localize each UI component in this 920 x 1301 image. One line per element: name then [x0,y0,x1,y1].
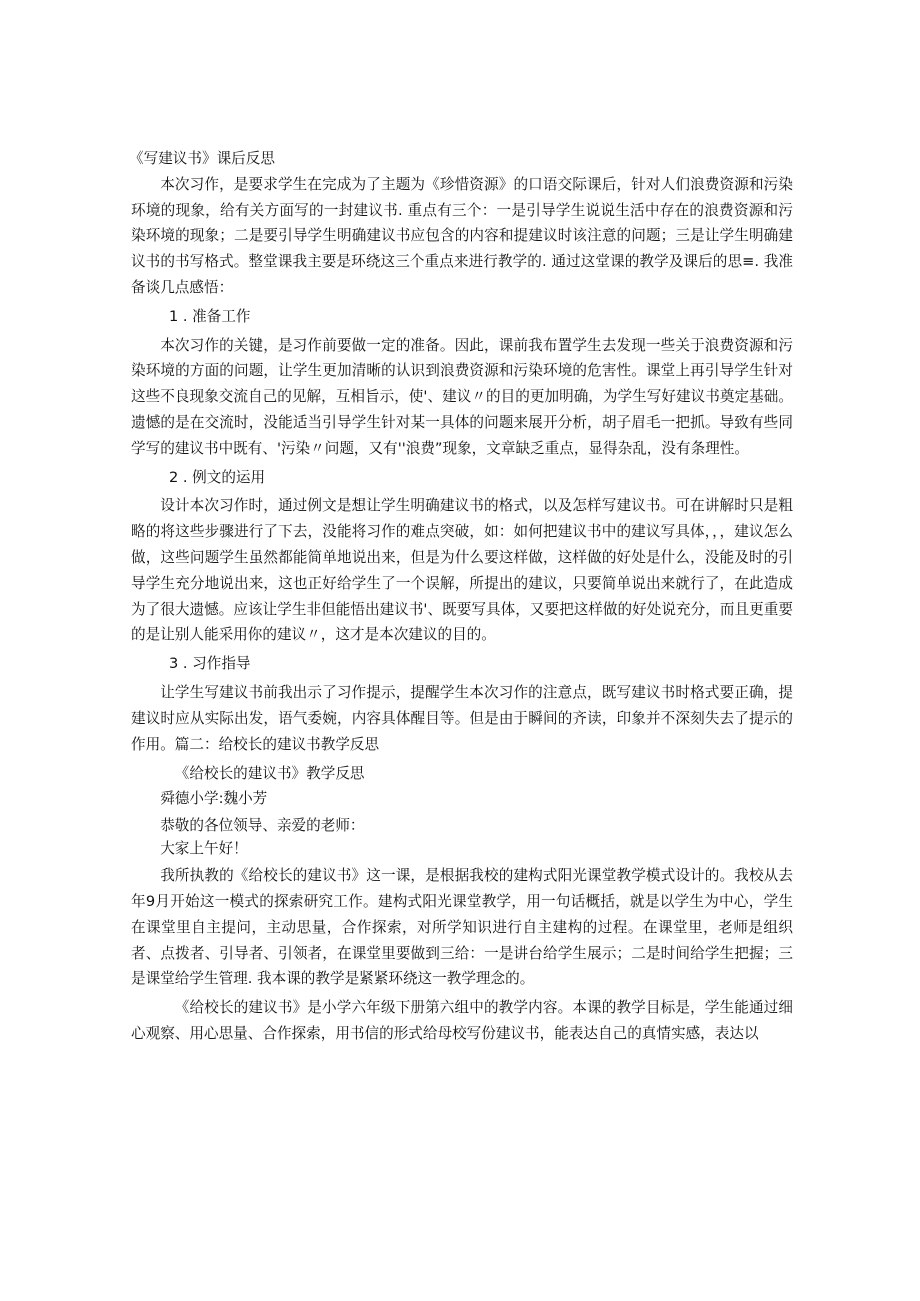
intro-paragraph: 本次习作，是要求学生在完成为了主题为《珍惜资源》的口语交际课后，针对人们浪费资源和污染环境的现象，给有关方面写的一封建议书. 重点有三个：一是引导学生说说生活中存在的浪费资源和污染环境的现象；二是要引导学生明确建议书应包含的内容和提建议时该注意的问题；三是让学生明确建议书的书写格式。整堂课我主要是环绕这三个重点来进行教学的. 通过这堂课的教学及课后的思≡. 我准备谈几点感悟： [131,175,793,296]
section-body-2: 设计本次习作时，通过例文是想让学生明确建议书的格式，以及怎样写建议书。可在讲解时只是粗略的将这些步骤进行了下去，没能将习作的难点突破，如：如何把建议书中的建议写具体，，，建议怎么做，这些问题学生虽然都能简单地说出来，但是为什么要这样做，这样做的好处是什么，没能及时的引导学生充分地说出来，这也正好给学生了一个误解，所提出的建议，只要简单说出来就行了，在此造成为了很大遗憾。应该让学生非但能悟出建议书'、既要写具体，又要把这样做的好处说充分，而且更重要的是让别人能采用你的建议〃，这才是本次建议的目的。 [131,497,793,644]
section-body-1: 本次习作的关键，是习作前要做一定的准备。因此，课前我布置学生去发现一些关于浪费资源和污染环境的方面的问题，让学生更加清晰的认识到浪费资源和污染环境的危害性。课堂上再引导学生针对这些不良现象交流自己的见解，互相旨示，使'、建议〃的目的更加明确，为学生写好建议书奠定基础。遗憾的是在交流时，没能适当引导学生针对某一具体的问题来展开分析，胡子眉毛一把抓。导致有些同学写的建议书中既有、'污染〃问题，又有''浪费”现象，文章缺乏重点，显得杂乱，没有条理性。 [131,336,793,457]
document-title: 《写建议书》课后反思 [129,150,275,167]
body-paragraph-1: 我所执教的《给校长的建议书》这一课，是根据我校的建构式阳光课堂教学模式设计的。我校从去年9月开始这一模式的探索研究工作。建构式阳光课堂教学，用一句话概括，就是以学生为中心，学生在课堂里自主提问，主动思量，合作探索，对所学知识进行自主建构的过程。在课堂里，老师是组织者、点拨者、引导者、引领者，在课堂里要做到三给：一是讲台给学生展示；二是时间给学生把握；三是课堂给学生管理. 我本课的教学是紧紧环绕这一教学理念的。 [131,867,793,988]
section-heading-2: 2 . 例文的运用 [168,468,266,486]
section-heading-3: 3 . 习作指导 [168,655,251,673]
salutation: 恭敬的各位领导、亲爱的老师： [160,817,365,835]
second-document-title: 《给校长的建议书》教学反思 [174,765,365,783]
section-heading-1: 1 . 准备工作 [168,307,251,325]
body-paragraph-2: 《给校长的建议书》是小学六年级下册第六组中的教学内容。本课的教学目标是，学生能通过细心观察、用心思量、合作探索，用书信的形式给母校写份建议书，能表达自己的真情实感，表达以 [131,999,793,1042]
section-body-3: 让学生写建议书前我出示了习作提示，提醒学生本次习作的注意点，既写建议书时格式要正确，提建议时应从实际出发，语气委婉，内容具体醒目等。但是由于瞬间的齐读，印象并不深刻失去了提示的作用。篇二：给校长的建议书教学反思 [131,683,793,753]
greeting: 大家上午好！ [160,840,248,858]
document-page [131,146,793,1047]
author-line: 舜德小学:魏小芳 [160,790,268,808]
